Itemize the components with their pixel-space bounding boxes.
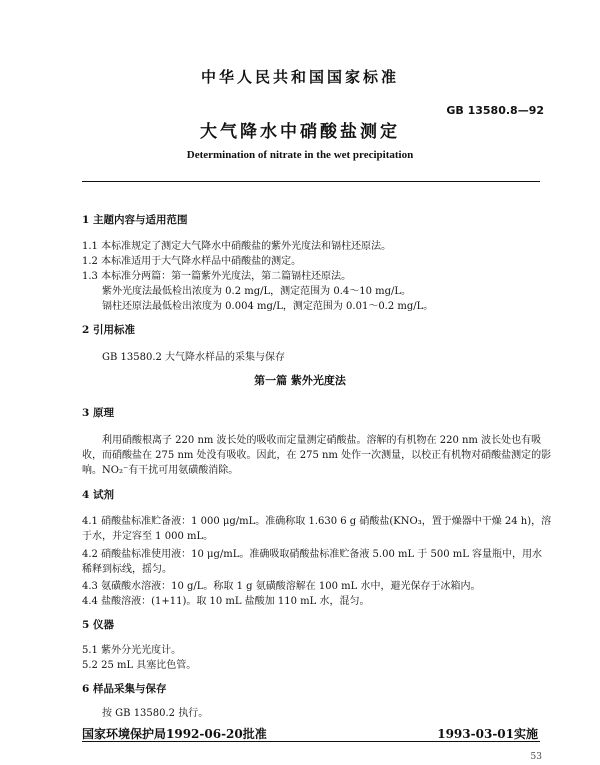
header-rule [82,181,540,182]
standard-code: GB 13580.8—92 [446,104,544,117]
reagent-4-1-line-2: 于水，并定容至 1 000 mL。 [82,531,214,542]
part-1-heading: 第一篇 紫外光度法 [254,374,346,387]
document-title-cn: 大气降水中硝酸盐测定 [200,122,400,142]
reagent-4-1-line-1: 4.1 硝酸盐标准贮备液：1 000 μg/mL。准确称取 1.630 6 g 硝酸盐(KNO₃，置于燥器中干燥 24 h)，溶 [82,516,552,527]
clause-1-1: 1.1 本标准规定了测定大气降水中硝酸盐的紫外光度法和镉柱还原法。 [82,241,392,252]
approval-date: 国家环境保护局1992-06-20批准 [82,727,267,741]
section-1-heading: 1 主题内容与适用范围 [82,214,188,226]
document-title-en: Determination of nitrate in the wet precipitation [186,149,414,161]
reagent-4-3: 4.3 氨磺酸水溶液：10 g/L。称取 1 g 氨磺酸溶解在 100 mL 水中，避光保存于冰箱内。 [82,581,481,592]
implementation-date: 1993-03-01实施 [437,727,538,741]
section-5-heading: 5 仪器 [82,619,114,631]
national-standard-heading: 中华人民共和国国家标准 [200,68,399,86]
section-2-heading: 2 引用标准 [82,324,135,336]
section-6-heading: 6 样品采集与保存 [82,683,167,695]
section-3-heading: 3 原理 [82,407,114,419]
reagent-4-2-line-2: 稀释到标线，摇匀。 [82,564,172,575]
clause-1-2: 1.2 本标准适用于大气降水样品中硝酸盐的测定。 [82,256,302,267]
footer-rule [82,741,540,742]
clause-1-3: 1.3 本标准分两篇：第一篇紫外光度法，第二篇镉柱还原法。 [82,271,352,282]
principle-line-2: 收，而硝酸盐在 275 nm 处没有吸收。因此，在 275 nm 处作一次测量，以校正有机物对硝酸盐测定的影 [82,450,552,461]
section-4-heading: 4 试剂 [82,489,114,501]
reagent-4-4: 4.4 盐酸溶液：(1+11)。取 10 mL 盐酸加 110 mL 水，混匀。 [82,596,370,607]
referenced-standard: GB 13580.2 大气降水样品的采集与保存 [102,352,286,363]
instrument-5-1: 5.1 紫外分光光度计。 [82,645,182,656]
reagent-4-2-line-1: 4.2 硝酸盐标准使用液：10 μg/mL。准确吸取硝酸盐标准贮备液 5.00 mL 于 500 mL 容量瓶中，用水 [82,549,543,560]
clause-1-3-cd-range: 镉柱还原法最低检出浓度为 0.004 mg/L，测定范围为 0.01～0.2 mg/L。 [102,301,434,312]
principle-line-3: 响。NO₂⁻有干扰可用氨磺酸消除。 [82,465,239,476]
sampling-reference: 按 GB 13580.2 执行。 [102,708,209,719]
instrument-5-2: 5.2 25 mL 具塞比色管。 [82,660,197,671]
page-number: 53 [530,752,542,762]
principle-line-1: 利用硝酸根离子 220 nm 波长处的吸收而定量测定硝酸盐。溶解的有机物在 220 nm 波长处也有吸 [102,435,542,446]
clause-1-3-uv-range: 紫外光度法最低检出浓度为 0.2 mg/L，测定范围为 0.4～10 mg/L。 [102,286,412,297]
